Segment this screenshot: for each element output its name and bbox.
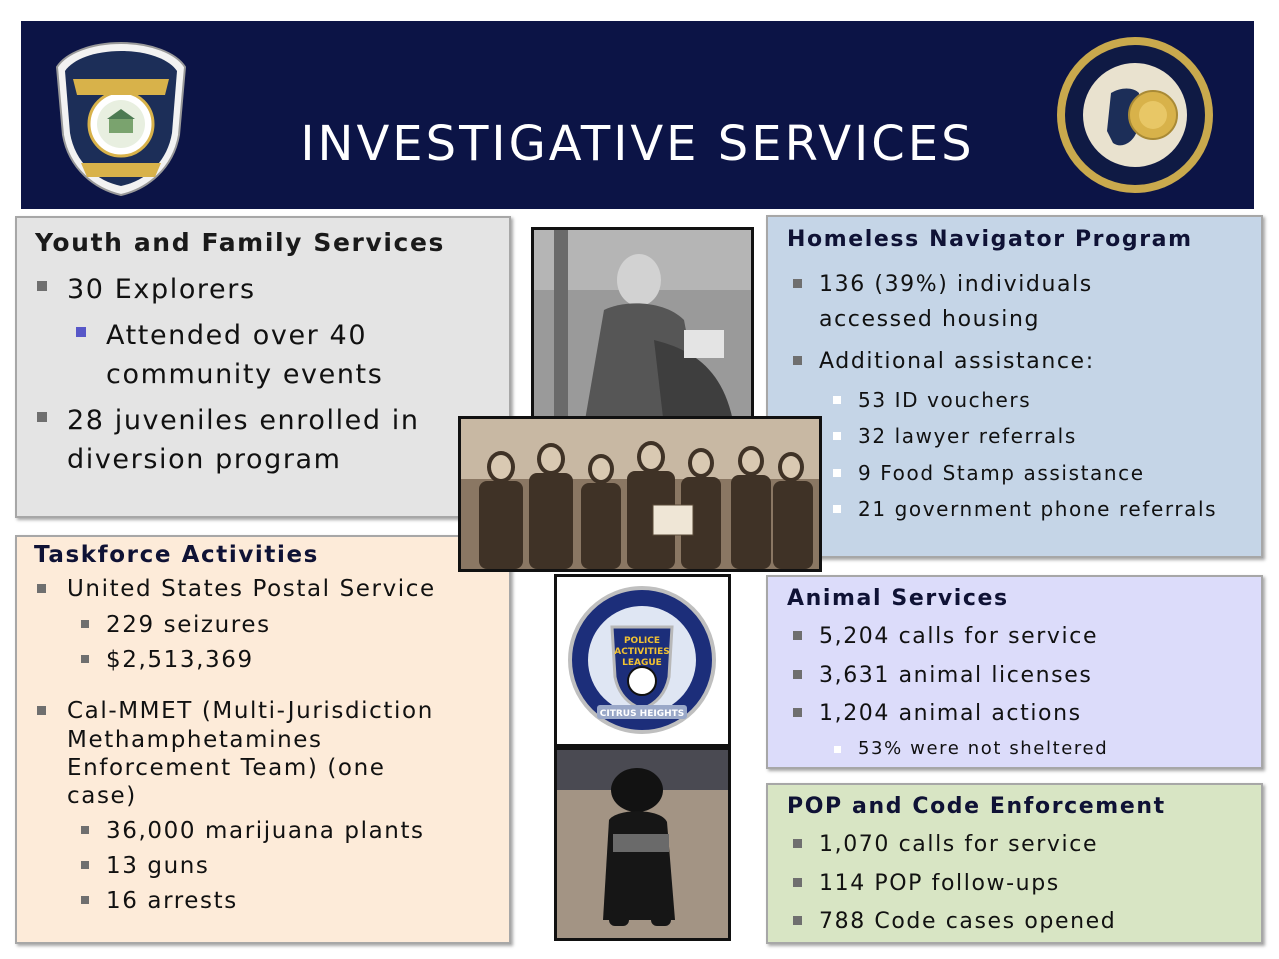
bullet-icon [833, 505, 841, 513]
panel-heading: Taskforce Activities [34, 542, 319, 568]
list-item: 13 guns [106, 852, 210, 881]
list-item: Cal-MMET (Multi-Jurisdiction [67, 697, 434, 726]
bullet-icon [793, 631, 802, 640]
bullet-icon [37, 412, 47, 422]
police-group-photo-icon [458, 416, 822, 572]
bullet-icon [793, 916, 802, 925]
panel-heading: POP and Code Enforcement [787, 794, 1166, 819]
list-item: Additional assistance: [819, 344, 1095, 379]
list-item-continued: community events [106, 359, 384, 390]
pop-code-enforcement-panel [766, 783, 1263, 944]
list-item-continued: Enforcement Team) (one [67, 755, 386, 781]
list-item: 36,000 marijuana plants [106, 817, 425, 846]
panel-heading: Youth and Family Services [35, 228, 445, 257]
list-item: 114 POP follow-ups [819, 866, 1060, 901]
bullet-icon [793, 670, 802, 679]
person-sitting-photo-icon [531, 227, 754, 429]
office-of-chief-seal-icon [1055, 35, 1215, 195]
bullet-icon [833, 432, 841, 440]
bullet-icon [793, 279, 802, 288]
list-item: 53 ID vouchers [858, 382, 1031, 418]
header-banner [21, 21, 1254, 209]
bullet-icon [37, 584, 46, 593]
list-item: 1,070 calls for service [819, 827, 1098, 862]
police-activities-league-logo-icon [554, 574, 731, 747]
list-item: United States Postal Service [67, 575, 436, 604]
list-item: 5,204 calls for service [819, 619, 1098, 654]
list-item: 21 government phone referrals [858, 491, 1217, 527]
pal-center-line: ACTIVITIES [614, 647, 670, 657]
list-item: 16 arrests [106, 887, 238, 916]
bullet-icon [81, 861, 89, 869]
list-item-continued: Methamphetamines [67, 727, 323, 753]
taskforce-activities-panel [15, 535, 511, 944]
list-item-continued: diversion program [67, 444, 342, 475]
animal-services-panel [766, 575, 1263, 769]
pal-center-line: LEAGUE [622, 658, 662, 668]
list-item: 3,631 animal licenses [819, 658, 1092, 693]
bullet-icon [81, 655, 89, 663]
list-item: 1,204 animal actions [819, 696, 1082, 731]
youth-family-services-panel [15, 216, 511, 518]
bullet-icon [833, 469, 841, 477]
bullet-icon [793, 708, 802, 717]
bullet-icon [37, 281, 47, 291]
bullet-icon [76, 327, 86, 337]
list-item-continued: case) [67, 783, 137, 809]
list-item: 30 Explorers [67, 270, 256, 309]
list-item: 32 lawyer referrals [858, 418, 1077, 454]
bullet-icon [81, 620, 89, 628]
list-item: $2,513,369 [106, 646, 254, 675]
list-item-continued: accessed housing [819, 307, 1041, 332]
black-dog-photo-icon [554, 747, 731, 941]
bullet-icon [833, 396, 841, 404]
pal-banner-text: CITRUS HEIGHTS [599, 709, 685, 719]
list-item: 9 Food Stamp assistance [858, 455, 1145, 491]
list-item: Attended over 40 [106, 316, 367, 355]
bullet-icon [793, 356, 802, 365]
bullet-icon [793, 878, 802, 887]
bullet-icon [834, 746, 841, 753]
homeless-navigator-panel [766, 215, 1263, 558]
panel-heading: Animal Services [787, 586, 1009, 611]
bullet-icon [793, 839, 802, 848]
bullet-icon [81, 826, 89, 834]
page-title: INVESTIGATIVE SERVICES [300, 116, 975, 172]
list-item: 53% were not sheltered [858, 737, 1108, 761]
panel-heading: Homeless Navigator Program [787, 227, 1193, 252]
list-item: 28 juveniles enrolled in [67, 401, 420, 440]
bullet-icon [37, 706, 46, 715]
list-item: 229 seizures [106, 611, 271, 640]
pal-center-line: POLICE [623, 636, 661, 646]
police-badge-icon [51, 39, 191, 199]
bullet-icon [81, 896, 89, 904]
list-item: 788 Code cases opened [819, 904, 1116, 939]
list-item: 136 (39%) individuals [819, 267, 1093, 302]
